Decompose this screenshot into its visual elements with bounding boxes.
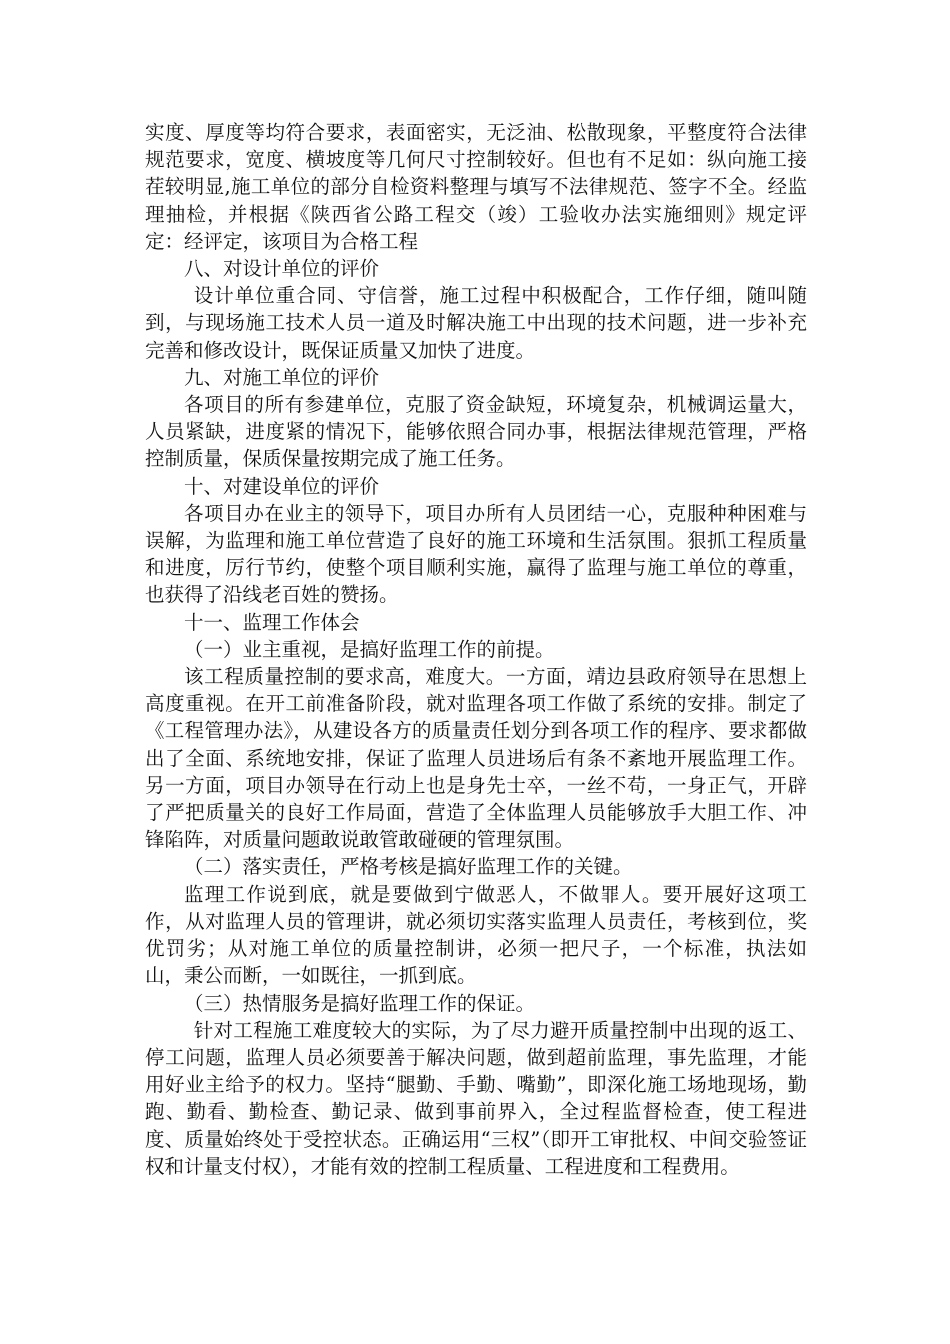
subheading-owner-attention: （一）业主重视，是搞好监理工作的前提。: [184, 637, 555, 661]
paragraph-owner-attention: 该工程质量控制的要求高，难度大。一方面，靖边县政府领导在思想上高度重视。在开工前准备阶段，就对监理各项工作做了系统的安排。制定了《工程管理办法》，从建设各方的质量责任划分到各项工作的程序、要求都做出了全面、系统地安排，保证了监理人员进场后有条不紊地开展监理工作。另一方面，项目办领导在行动上也是身先士卒，一丝不苟，一身正气，开辟了严把质量关的良好工作局面，营造了全体监理人员能够放手大胆工作、冲锋陷阵，对质量问题敢说敢管敢碰硬的管理氛围。: [145, 665, 807, 852]
section-heading-owner-unit: 十、对建设单位的评价: [184, 474, 380, 498]
subheading-service: （三）热情服务是搞好监理工作的保证。: [184, 991, 536, 1015]
paragraph-design-unit: 设计单位重合同、守信誉，施工过程中积极配合，工作仔细，随叫随到，与现场施工技术人员一道及时解决施工中出现的技术问题，进一步补充完善和修改设计，既保证质量又加快了进度。: [145, 284, 807, 362]
section-heading-supervision-experience: 十一、监理工作体会: [184, 610, 360, 634]
paragraph-construction-unit: 各项目的所有参建单位，克服了资金缺短，环境复杂，机械调运量大，人员紧缺，进度紧的情况下，能够依照合同办事，根据法律规范管理，严格控制质量，保质保量按期完成了施工任务。: [145, 393, 807, 471]
subheading-responsibility: （二）落实责任，严格考核是搞好监理工作的关键。: [184, 855, 633, 879]
paragraph-service: 针对工程施工难度较大的实际，为了尽力避开质量控制中出现的返工、停工问题，监理人员必须要善于解决问题，做到超前监理，事先监理，才能用好业主给予的权力。坚持“腿勤、手勤、嘴勤”，即深化施工场地现场，勤跑、勤看、勤检查、勤记录、做到事前界入，全过程监督检查，使工程进度、质量始终处于受控状态。正确运用“三权”（即开工审批权、中间交验签证权和计量支付权），才能有效的控制工程质量、工程进度和工程费用。: [145, 1018, 807, 1178]
section-heading-design-unit: 八、对设计单位的评价: [184, 257, 380, 281]
paragraph-quality-evaluation: 实度、厚度等均符合要求，表面密实，无泛油、松散现象，平整度符合法律规范要求，宽度、横坡度等几何尺寸控制较好。但也有不足如：纵向施工接茬较明显,施工单位的部分自检资料整理与填写不法律规范、签字不全。经监理抽检，并根据《陕西省公路工程交（竣）工验收办法实施细则》规定评定：经评定，该项目为合格工程: [145, 121, 807, 253]
paragraph-responsibility: 监理工作说到底，就是要做到宁做恶人，不做罪人。要开展好这项工作，从对监理人员的管理讲，就必须切实落实监理人员责任，考核到位，奖优罚劣；从对施工单位的质量控制讲，必须一把尺子，一个标准，执法如山，秉公而断，一如既往，一抓到底。: [145, 882, 807, 988]
section-heading-construction-unit: 九、对施工单位的评价: [184, 365, 380, 389]
document-page: [145, 119, 807, 1180]
paragraph-owner-unit: 各项目办在业主的领导下，项目办所有人员团结一心，克服种种困难与误解，为监理和施工单位营造了良好的施工环境和生活氛围。狠抓工程质量和进度，厉行节约，使整个项目顺利实施，赢得了监理与施工单位的尊重，也获得了沿线老百姓的赞扬。: [145, 501, 807, 607]
